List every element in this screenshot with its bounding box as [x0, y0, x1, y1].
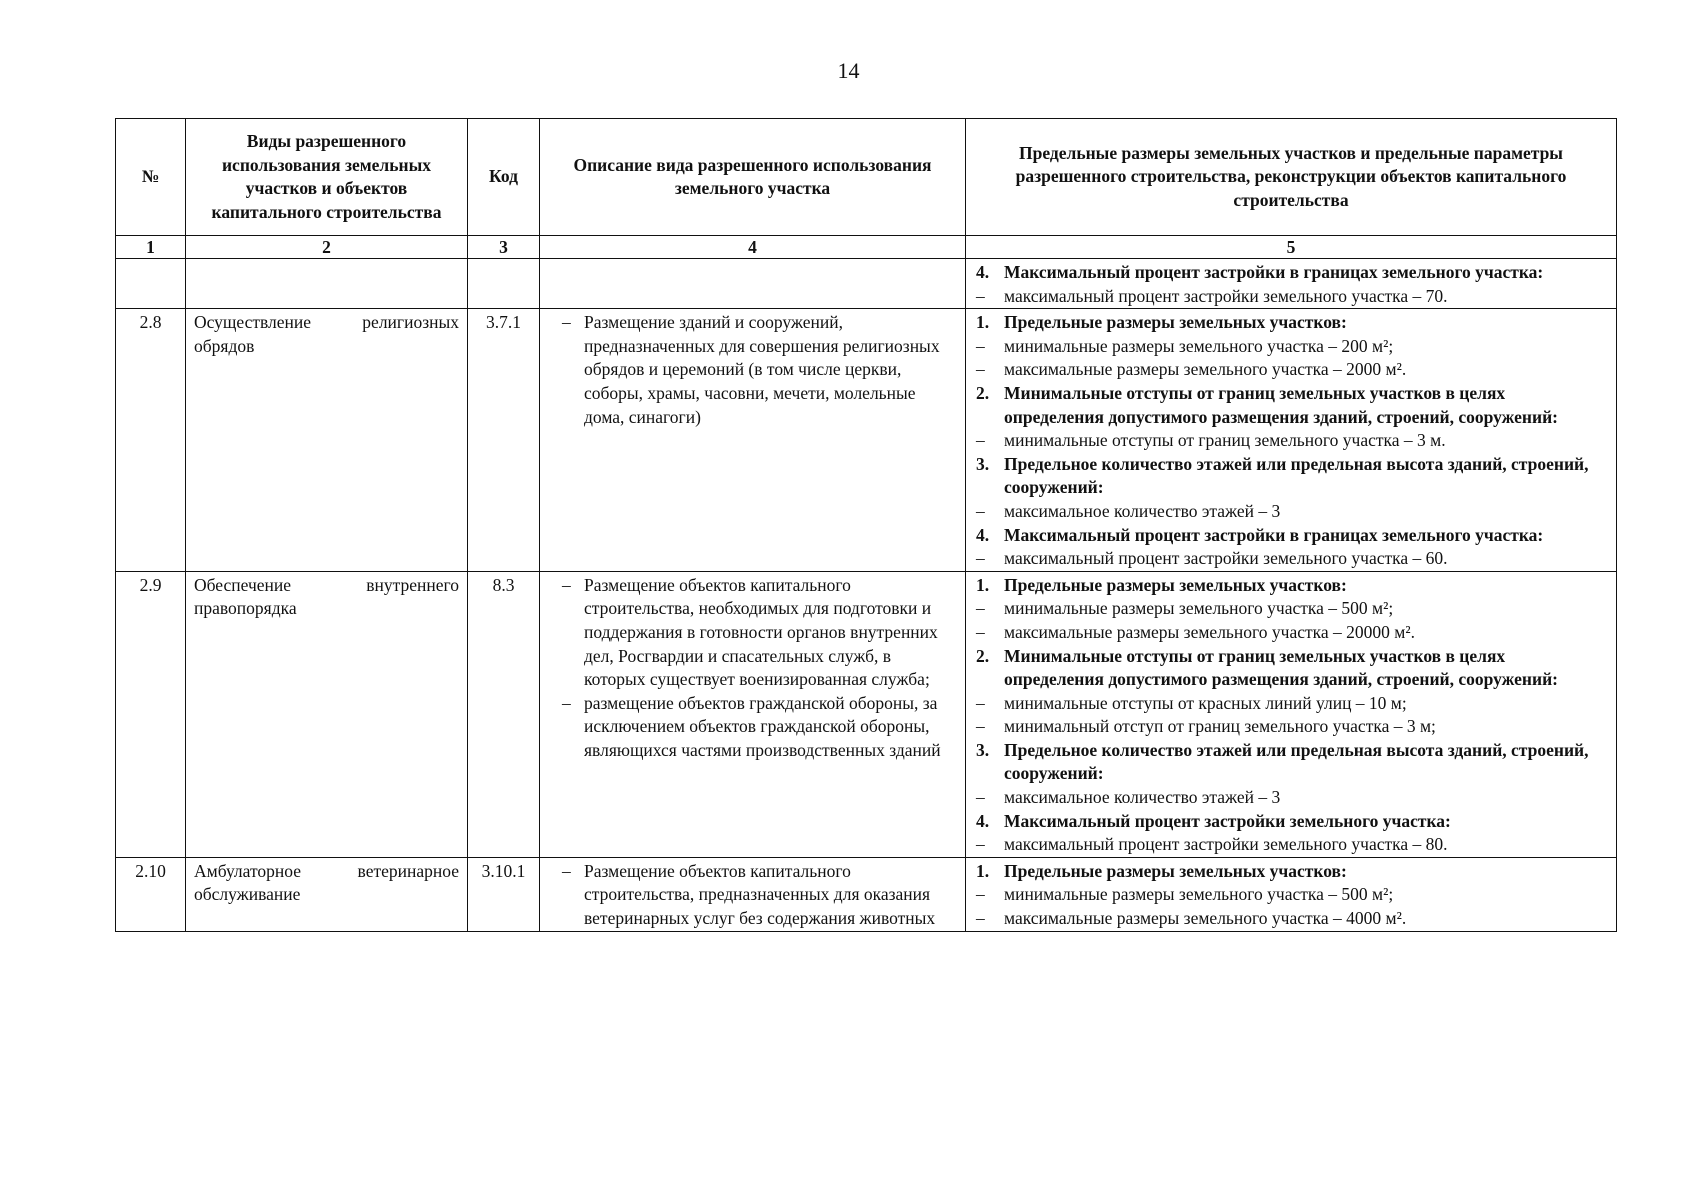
dash-marker: – [976, 598, 985, 619]
description-item [548, 311, 957, 429]
param-item-text: максимальные размеры земельного участка – 20000 м². [1004, 621, 1415, 642]
param-heading-number: 4. [976, 524, 990, 545]
row-description-cell [540, 571, 966, 857]
param-heading-text: Минимальные отступы от границ земельных участков в целях определения допустимого размещения зданий, строений, сооружений: [1004, 382, 1558, 427]
column-number: 1 [116, 236, 186, 259]
row-description-cell [540, 309, 966, 572]
params-list [974, 860, 1608, 931]
param-item [974, 429, 1608, 453]
param-item-text: максимальный процент застройки земельного участка – 70. [1004, 285, 1448, 306]
param-item-text: максимальный процент застройки земельного участка – 80. [1004, 834, 1448, 855]
param-item-text: минимальный отступ от границ земельного участка – 3 м; [1004, 716, 1436, 737]
row-number: 2.8 [116, 309, 186, 572]
column-number: 4 [540, 236, 966, 259]
table-row [116, 857, 1617, 931]
param-heading [974, 739, 1608, 786]
param-item [974, 833, 1608, 857]
param-item-text: максимальное количество этажей – 3 [1004, 787, 1281, 808]
continuation-empty-cell [468, 259, 540, 309]
dash-marker: – [976, 692, 985, 713]
row-params-cell [966, 571, 1617, 857]
land-use-table [115, 118, 1617, 932]
dash-marker: – [562, 574, 571, 595]
param-item [974, 715, 1608, 739]
continuation-empty-cell [540, 259, 966, 309]
param-item [974, 597, 1608, 621]
continuation-row [116, 259, 1617, 309]
dash-marker: – [976, 834, 985, 855]
row-number: 2.10 [116, 857, 186, 931]
description-list [548, 860, 957, 931]
header-no: № [116, 119, 186, 236]
param-item-text: минимальные отступы от красных линий улиц – 10 м; [1004, 692, 1407, 713]
param-item [974, 907, 1608, 931]
header-limits: Предельные размеры земельных участков и предельные параметры разрешенного строительства, реконструкции объектов капитального строительства [966, 119, 1617, 236]
param-heading-text: Предельные размеры земельных участков: [1004, 312, 1347, 333]
params-list [974, 574, 1608, 857]
dash-marker: – [562, 860, 571, 881]
row-use-kind: Обеспечение внутреннего правопорядка [186, 571, 468, 857]
param-heading [974, 453, 1608, 500]
row-use-kind: Осуществление религиозных обрядов [186, 309, 468, 572]
description-text: Размещение объектов капитального строительства, необходимых для подготовки и поддержания в готовности органов внутренних дел, Росгвардии и спасательных служб, в которых существует военизированная служба; [584, 574, 938, 690]
dash-marker: – [976, 716, 985, 737]
param-heading-number: 3. [976, 739, 990, 760]
description-item [548, 860, 957, 931]
param-heading-text: Предельное количество этажей или предельная высота зданий, строений, сооружений: [1004, 739, 1589, 784]
param-heading [974, 382, 1608, 429]
row-number: 2.9 [116, 571, 186, 857]
param-heading-number: 2. [976, 382, 990, 403]
column-number-row [116, 236, 1617, 259]
param-item [974, 786, 1608, 810]
description-text: Размещение зданий и сооружений, предназначенных для совершения религиозных обрядов и церемоний (в том числе церкви, соборы, храмы, часовни, мечети, молельные дома, синагоги) [584, 312, 940, 427]
header-description: Описание вида разрешенного использования земельного участка [540, 119, 966, 236]
column-number: 2 [186, 236, 468, 259]
param-item [974, 883, 1608, 907]
header-kinds: Виды разрешенного использования земельных участков и объектов капитального строительства [186, 119, 468, 236]
row-description-cell [540, 857, 966, 931]
description-item [548, 692, 957, 763]
continuation-params-cell [966, 259, 1617, 309]
header-row [116, 119, 1617, 236]
param-heading [974, 261, 1608, 285]
param-heading-text: Предельные размеры земельных участков: [1004, 860, 1347, 881]
param-heading-text: Предельное количество этажей или предельная высота зданий, строений, сооружений: [1004, 453, 1589, 498]
param-heading-text: Максимальный процент застройки земельного участка: [1004, 810, 1451, 831]
param-item-text: максимальный процент застройки земельного участка – 60. [1004, 548, 1448, 569]
param-heading-number: 3. [976, 453, 990, 474]
param-item [974, 547, 1608, 571]
param-heading-text: Максимальный процент застройки в границах земельного участка: [1004, 262, 1544, 282]
param-item-text: максимальные размеры земельного участка – 2000 м². [1004, 359, 1407, 380]
row-code: 3.10.1 [468, 857, 540, 931]
row-use-kind: Амбулаторное ветеринарное обслуживание [186, 857, 468, 931]
dash-marker: – [976, 285, 985, 306]
param-item [974, 285, 1608, 309]
dash-marker: – [976, 548, 985, 569]
description-text: Размещение объектов капитального строительства, предназначенных для оказания ветеринарных услуг без содержания животных [584, 860, 936, 929]
param-heading-number: 2. [976, 645, 990, 666]
param-heading [974, 645, 1608, 692]
param-heading-number: 1. [976, 860, 990, 881]
param-heading-text: Максимальный процент застройки в границах земельного участка: [1004, 524, 1544, 545]
dash-marker: – [562, 312, 571, 333]
row-params-cell [966, 309, 1617, 572]
dash-marker: – [976, 430, 985, 451]
row-code: 8.3 [468, 571, 540, 857]
row-code: 3.7.1 [468, 309, 540, 572]
param-item-text: максимальные размеры земельного участка – 4000 м². [1004, 908, 1407, 929]
continuation-empty-cell [116, 259, 186, 309]
dash-marker: – [976, 908, 985, 929]
param-heading [974, 860, 1608, 884]
description-item [548, 574, 957, 692]
column-number: 3 [468, 236, 540, 259]
param-item [974, 692, 1608, 716]
param-item-text: минимальные отступы от границ земельного участка – 3 м. [1004, 430, 1446, 451]
dash-marker: – [976, 787, 985, 808]
table-row [116, 571, 1617, 857]
dash-marker: – [976, 884, 985, 905]
param-heading [974, 524, 1608, 548]
param-heading-number: 4. [976, 262, 990, 282]
header-code: Код [468, 119, 540, 236]
param-heading [974, 311, 1608, 335]
param-item [974, 500, 1608, 524]
param-heading-text: Предельные размеры земельных участков: [1004, 574, 1347, 595]
description-list [548, 574, 957, 763]
description-text: размещение объектов гражданской обороны, за исключением объектов гражданской обороны, являющихся частями производственных зданий [584, 692, 941, 760]
column-number: 5 [966, 236, 1617, 259]
param-item [974, 358, 1608, 382]
continuation-empty-cell [186, 259, 468, 309]
param-item-text: минимальные размеры земельного участка – 500 м²; [1004, 884, 1394, 905]
dash-marker: – [976, 359, 985, 380]
param-heading-text: Минимальные отступы от границ земельных участков в целях определения допустимого размещения зданий, строений, сооружений: [1004, 645, 1558, 690]
param-item-text: минимальные размеры земельного участка – 200 м²; [1004, 335, 1394, 356]
description-list [548, 311, 957, 429]
row-params-cell [966, 857, 1617, 931]
param-item [974, 335, 1608, 359]
param-item-text: минимальные размеры земельного участка – 500 м²; [1004, 598, 1394, 619]
params-list [974, 311, 1608, 571]
dash-marker: – [976, 500, 985, 521]
page-number: 14 [837, 58, 860, 83]
dash-marker: – [976, 621, 985, 642]
param-heading-number: 1. [976, 312, 990, 333]
param-heading [974, 574, 1608, 598]
param-heading [974, 810, 1608, 834]
param-item [974, 621, 1608, 645]
param-item-text: максимальное количество этажей – 3 [1004, 500, 1281, 521]
dash-marker: – [976, 335, 985, 356]
param-heading-number: 4. [976, 810, 990, 831]
param-heading-number: 1. [976, 574, 990, 595]
params-list [974, 261, 1608, 308]
dash-marker: – [562, 692, 571, 713]
table-row [116, 309, 1617, 572]
